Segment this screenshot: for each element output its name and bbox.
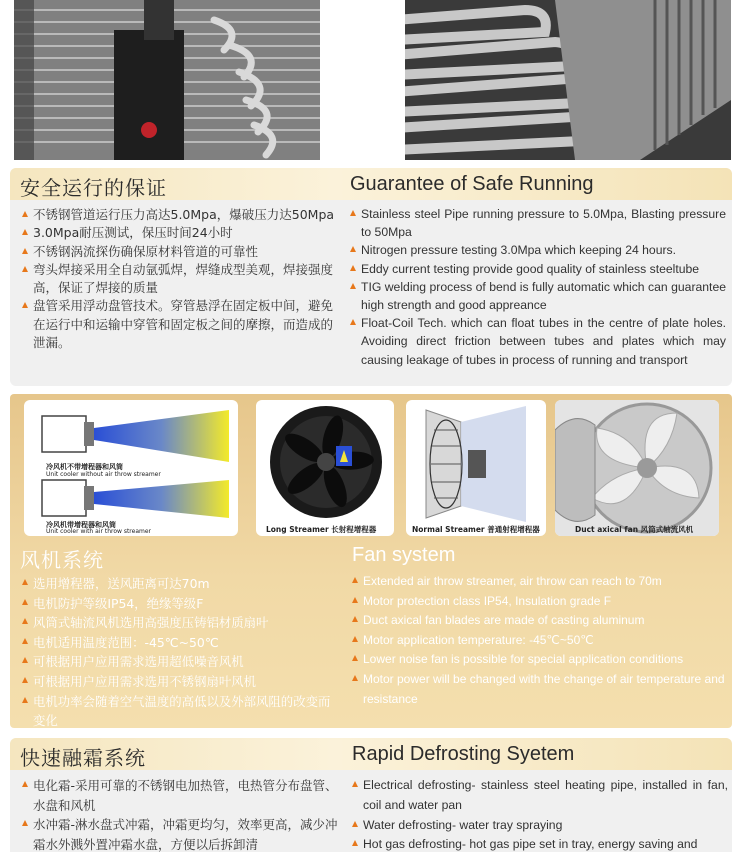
fan-list-en: [352, 572, 728, 709]
list-item: Motor power will be changed with the change of air temperature and resistance: [352, 670, 728, 709]
list-item: 可根据用户应用需求选用不锈钢扇叶风机: [22, 672, 340, 692]
safety-list-cn: [22, 206, 340, 352]
bullet-triangle-icon: [22, 781, 28, 787]
bullet-triangle-icon: [350, 319, 356, 325]
rapid-defrosting-section: [10, 738, 732, 852]
safety-list-en: [350, 205, 726, 369]
bullet-triangle-icon: [352, 781, 358, 787]
diagram-label-bottom-cn: 冷风机带增程器和风筒: [46, 521, 116, 529]
bullet-triangle-icon: [22, 266, 28, 272]
u-bend-pipes-photo: [405, 0, 731, 160]
list-item: Water defrosting- water tray spraying: [352, 816, 728, 836]
caption-long-streamer: Long Streamer 长射程增程器: [266, 525, 377, 534]
bullet-triangle-icon: [352, 655, 358, 661]
list-item: 水冲霜-淋水盘式冲霜，冲霜更均匀，效率更高，减少冲霜水外溅外置冲霜水盘，方便以后拆卸清: [22, 815, 340, 852]
list-item: 可根据用户应用需求选用超低噪音风机: [22, 652, 340, 672]
bullet-triangle-icon: [350, 210, 356, 216]
list-item: 电机适用温度范围：-45℃~50℃: [22, 633, 340, 653]
fan-title-cn: 风机系统: [20, 548, 104, 572]
bullet-triangle-icon: [22, 579, 28, 585]
bullet-triangle-icon: [22, 248, 28, 254]
fan-list-cn: [22, 574, 340, 728]
diagram-label-bottom-en: Unit cooler with air throw streamer: [46, 528, 152, 535]
bullet-triangle-icon: [22, 618, 28, 624]
caption-normal-streamer: Normal Streamer 普通射程增程器: [412, 525, 540, 534]
duct-axial-fan-card: [555, 400, 719, 536]
fan-system-section: [10, 394, 732, 728]
list-item: 电化霜-采用可靠的不锈钢电加热管，电热管分布盘管、水盘和风机: [22, 776, 340, 815]
bullet-triangle-icon: [352, 636, 358, 642]
bullet-triangle-icon: [22, 302, 28, 308]
bullet-triangle-icon: [22, 697, 28, 703]
list-item: Motor application temperature: -45℃~50℃: [352, 631, 728, 651]
list-item: Extended air throw streamer, air throw can reach to 70m: [352, 572, 728, 592]
defrost-title-en: Rapid Defrosting Syetem: [352, 743, 575, 765]
bullet-triangle-icon: [22, 677, 28, 683]
bullet-triangle-icon: [352, 840, 358, 846]
list-item: Hot gas defrosting- hot gas pipe set in tray, energy saving and: [352, 835, 728, 852]
section-header-band: [10, 738, 732, 770]
bullet-triangle-icon: [350, 246, 356, 252]
defrost-list-cn: [22, 776, 340, 852]
list-item: TIG welding process of bend is fully automatic which can guarantee high strength and good appreance: [350, 278, 726, 314]
normal-streamer-card: [406, 400, 546, 536]
caption-duct-axial: Duct axical fan 风筒式轴流风机: [575, 525, 694, 534]
list-item: Duct axical fan blades are made of casting aluminum: [352, 611, 728, 631]
bullet-triangle-icon: [352, 675, 358, 681]
bullet-triangle-icon: [352, 597, 358, 603]
section-header-band: [10, 168, 732, 200]
list-item: Motor protection class IP54, Insulation grade F: [352, 592, 728, 612]
bullet-triangle-icon: [350, 265, 356, 271]
long-streamer-card: [256, 400, 394, 536]
list-item: Eddy current testing provide good quality of stainless steeltube: [350, 260, 726, 278]
bullet-triangle-icon: [352, 821, 358, 827]
list-item: 不锈钢管道运行压力高达5.0Mpa，爆破压力达50Mpa: [22, 206, 340, 224]
bullet-triangle-icon: [22, 638, 28, 644]
list-item: Electrical defrosting- stainless steel heating pipe, installed in fan, coil and water pan: [352, 776, 728, 816]
list-item: Stainless steel Pipe running pressure to 5.0Mpa, Blasting pressure to 50Mpa: [350, 205, 726, 241]
list-item: 选用增程器，送风距离可达70m: [22, 574, 340, 594]
list-item: 不锈钢涡流探伤确保原材料管道的可靠性: [22, 243, 340, 261]
coil-valve-photo: [14, 0, 320, 160]
air-throw-diagram-card: [24, 400, 238, 536]
bullet-triangle-icon: [22, 211, 28, 217]
defrost-title-cn: 快速融霜系统: [20, 746, 146, 770]
list-item: 电机防护等级IP54，绝缘等级F: [22, 594, 340, 614]
defrost-list-en: [352, 776, 728, 852]
list-item: Nitrogen pressure testing 3.0Mpa which keeping 24 hours.: [350, 241, 726, 259]
bullet-triangle-icon: [22, 657, 28, 663]
list-item: Float-Coil Tech. which can float tubes in the centre of plate holes. Avoiding direct friction between tubes and plates which may causing leakage of tubes in process of running and transport: [350, 314, 726, 369]
bullet-triangle-icon: [22, 820, 28, 826]
list-item: 风筒式轴流风机选用高强度压铸铝材质扇叶: [22, 613, 340, 633]
bullet-triangle-icon: [22, 599, 28, 605]
safety-title-cn: 安全运行的保证: [20, 176, 167, 200]
list-item: 盘管采用浮动盘管技术。穿管悬浮在固定板中间，避免在运行中和运输中穿管和固定板之间的摩擦，而造成的泄漏。: [22, 297, 340, 352]
fan-title-en: Fan system: [352, 544, 456, 566]
safety-title-en: Guarantee of Safe Running: [350, 173, 594, 195]
diagram-label-top-cn: 冷风机不带增程器和风筒: [46, 463, 123, 471]
diagram-label-top-en: Unit cooler without air throw streamer: [46, 471, 161, 478]
bullet-triangle-icon: [352, 577, 358, 583]
bullet-triangle-icon: [352, 616, 358, 622]
list-item: 3.0Mpa耐压测试，保压时间24小时: [22, 224, 340, 242]
safe-running-section: [10, 168, 732, 386]
list-item: 电机功率会随着空气温度的高低以及外部风阻的改变而变化: [22, 692, 340, 728]
list-item: Lower noise fan is possible for special application conditions: [352, 650, 728, 670]
bullet-triangle-icon: [350, 283, 356, 289]
list-item: 弯头焊接采用全自动氩弧焊，焊缝成型美观，焊接强度高，保证了焊接的质量: [22, 261, 340, 298]
bullet-triangle-icon: [22, 229, 28, 235]
